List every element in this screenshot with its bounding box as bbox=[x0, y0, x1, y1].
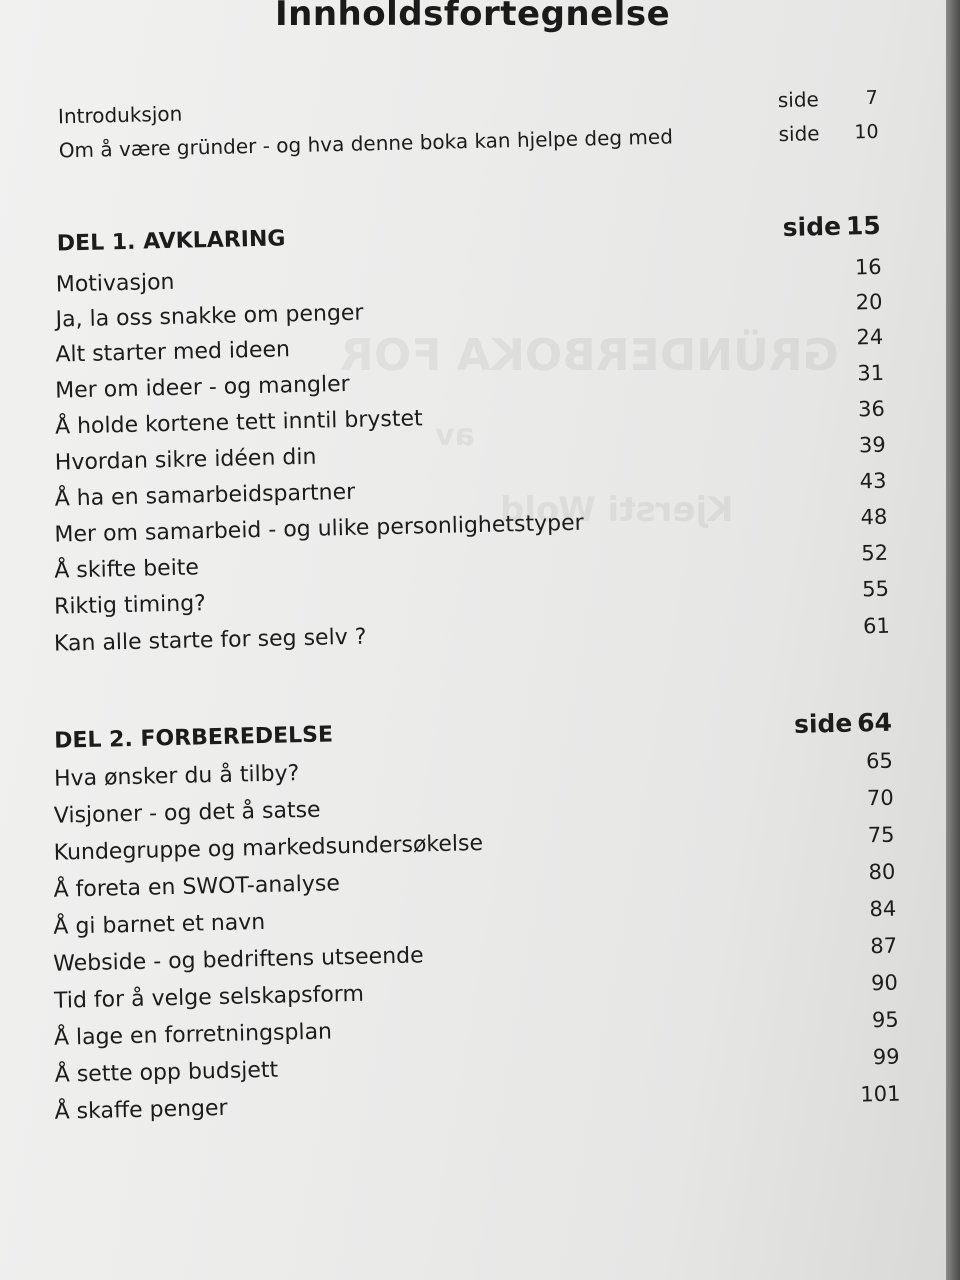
toc-entry-label: Om å være gründer - og hva denne boka kan hjelpe deg med bbox=[58, 124, 674, 163]
toc-entry-label: Alt starter med ideen bbox=[55, 337, 291, 368]
toc-entry-label: Introduksjon bbox=[57, 101, 183, 129]
show-through-text: av bbox=[435, 418, 475, 453]
toc-entry-label: Å lage en forretningsplan bbox=[53, 1019, 333, 1051]
toc-entry-label: Motivasjon bbox=[55, 269, 175, 298]
page-number: 84 bbox=[869, 896, 897, 922]
toc-entry-label: Visjoner - og det å satse bbox=[53, 797, 321, 829]
page-number: 43 bbox=[859, 468, 887, 494]
page-number: 101 bbox=[860, 1081, 901, 1107]
toc-entry-label: Mer om ideer - og mangler bbox=[54, 371, 350, 404]
toc-entry-label: Mer om samarbeid - og ulike personlighetstyper bbox=[54, 510, 584, 548]
page-number: 52 bbox=[861, 540, 889, 566]
page-number: 75 bbox=[867, 822, 895, 848]
page-number: 55 bbox=[861, 576, 890, 602]
part-title: DEL 2. FORBEREDELSE bbox=[53, 722, 334, 754]
page-number: 31 bbox=[857, 360, 885, 386]
toc-entry-label: Å holde kortene tett inntil brystet bbox=[54, 406, 423, 440]
toc-entry-label: Å skifte beite bbox=[54, 555, 200, 584]
page-number: 24 bbox=[856, 324, 884, 350]
page-number: 65 bbox=[865, 748, 894, 774]
page-number: 99 bbox=[872, 1044, 900, 1070]
toc-entry-label: Ja, la oss snakke om penger bbox=[55, 300, 364, 333]
show-through-text: GRÜNDERBOKA FOR bbox=[340, 330, 839, 381]
page-number: 90 bbox=[870, 970, 899, 996]
toc-entry-label: Å skaffe penger bbox=[54, 1095, 228, 1125]
page-number: 15 bbox=[845, 210, 882, 241]
book-edge bbox=[946, 0, 960, 1280]
page-number: 39 bbox=[858, 432, 886, 458]
show-through-text: Kjersti Wold bbox=[500, 490, 734, 530]
toc-entry-label: Hva ønsker du å tilby? bbox=[53, 761, 300, 792]
toc-entry-label: Å sette opp budsjett bbox=[54, 1057, 279, 1088]
toc-entry-label: Å foreta en SWOT-analyse bbox=[53, 871, 341, 903]
page-number: 36 bbox=[857, 396, 886, 422]
toc-entry-label: Riktig timing? bbox=[53, 591, 207, 620]
page-number: 80 bbox=[868, 859, 896, 885]
page-number: 48 bbox=[860, 504, 888, 530]
side-label: side bbox=[778, 121, 820, 147]
toc-entry-label: Å gi barnet et navn bbox=[53, 909, 266, 940]
page-title: Innholdsfortegnelse bbox=[275, 0, 671, 34]
toc-entry-label: Kundegruppe og markedsundersøkelse bbox=[53, 830, 484, 866]
page-number: 70 bbox=[866, 785, 894, 811]
page-number: 7 bbox=[865, 86, 879, 110]
page-number: 16 bbox=[854, 254, 882, 280]
page-number: 95 bbox=[871, 1007, 899, 1033]
side-label: side bbox=[777, 87, 820, 113]
toc-entry-label: Å ha en samarbeidspartner bbox=[54, 479, 356, 512]
page-number: 20 bbox=[855, 289, 883, 315]
page-number: 87 bbox=[870, 933, 898, 959]
page-number: 10 bbox=[854, 120, 879, 144]
toc-entry-label: Hvordan sikre idéen din bbox=[54, 444, 317, 476]
toc-entry-label: Webside - og bedriftens utseende bbox=[52, 943, 424, 977]
side-label: side bbox=[782, 211, 842, 243]
toc-entry-label: Tid for å velge selskapsform bbox=[53, 981, 365, 1014]
part-title: DEL 1. AVKLARING bbox=[56, 226, 286, 257]
side-label: side bbox=[793, 708, 853, 739]
page-number: 61 bbox=[862, 613, 891, 639]
page-number: 64 bbox=[856, 707, 893, 738]
toc-entry-label: Kan alle starte for seg selv ? bbox=[53, 624, 367, 657]
